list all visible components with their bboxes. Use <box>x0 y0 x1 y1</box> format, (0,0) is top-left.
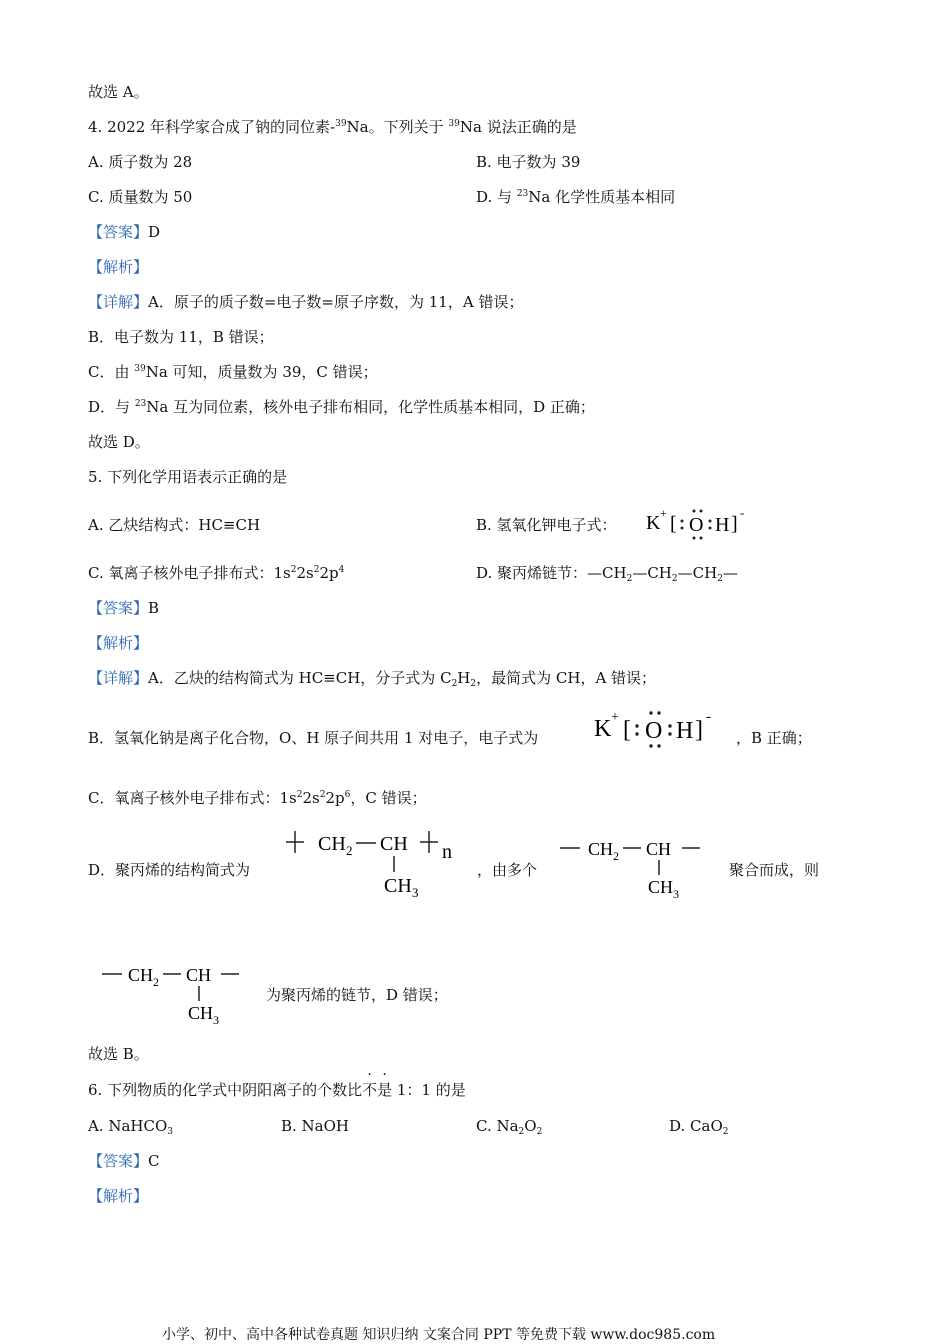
q5-explain-d-mid: ，由多个 <box>477 861 538 879</box>
q5-analysis-tag: 【解析】 <box>88 634 149 652</box>
svg-text:]: ] <box>731 513 738 535</box>
q4-analysis-tag: 【解析】 <box>88 258 149 276</box>
question-6-stem: 6. 下列物质的化学式中阴阳离子的个数比不是 1：1 的是 <box>88 1081 466 1099</box>
q4-explain-c: C．由 $^{39}$Na 可知，质量数为 39，C 错误； <box>88 363 378 381</box>
question-4-stem: 4. 2022 年科学家合成了钠的同位素-$^{39}$Na。下列关于 $^{39}$Na 说法正确的是 <box>88 118 577 136</box>
q4-option-c: C. 质量数为 50 <box>88 188 193 206</box>
q6-option-c: C. $Na_2O_2$ <box>476 1117 543 1137</box>
svg-text:O: O <box>645 718 663 744</box>
svg-text:+: + <box>611 710 619 725</box>
q4-option-a: A. 质子数为 28 <box>88 153 193 171</box>
q5-explain-b-end: ，B 正确； <box>736 729 812 747</box>
q4-answer: 【答案】D <box>88 223 161 241</box>
svg-text:H: H <box>676 718 694 744</box>
detail-tag: 【详解】 <box>88 293 149 311</box>
svg-text:CH: CH <box>648 877 674 897</box>
q4-explain-b: B．电子数为 11，B 错误； <box>88 328 274 346</box>
q5-explain-b: B．氢氧化钠是离子化合物，O、H 原子间共用 1 对电子，电子式为 <box>88 729 539 747</box>
svg-text:3: 3 <box>213 1013 219 1027</box>
svg-text:[: [ <box>623 717 631 743</box>
q6-analysis-tag: 【解析】 <box>88 1187 149 1205</box>
answer-tag: 【答案】 <box>88 223 149 241</box>
svg-text:2: 2 <box>613 849 619 863</box>
emphasis-char: 不 <box>362 1081 378 1099</box>
q5-explain-d-end: 聚合而成，则 <box>729 861 820 879</box>
svg-text:2: 2 <box>346 843 353 858</box>
q5-option-b: B. 氢氧化钾电子式： <box>476 516 617 534</box>
q5-explain-d-lead: D．聚丙烯的结构简式为 <box>88 861 251 879</box>
svg-text:CH: CH <box>646 839 672 859</box>
polypropylene-structure <box>282 824 462 900</box>
q5-conclusion: 故选 B。 <box>88 1045 149 1063</box>
question-5-stem: 5. 下列化学用语表示正确的是 <box>88 468 288 486</box>
svg-text:CH: CH <box>186 965 212 985</box>
q5-option-d: D. 聚丙烯链节：$—CH_2—CH_2—CH_2—$ <box>476 564 738 584</box>
svg-text:CH: CH <box>380 833 408 855</box>
svg-text:+: + <box>660 506 667 520</box>
svg-text:3: 3 <box>412 885 419 900</box>
svg-text:[: [ <box>670 513 677 535</box>
svg-text:CH: CH <box>318 833 346 855</box>
q4-option-b: B. 电子数为 39 <box>476 153 581 171</box>
q6-option-b: B. NaOH <box>281 1117 350 1135</box>
propylene-unit-structure-2 <box>100 958 250 1028</box>
svg-text:-: - <box>740 505 745 520</box>
q4-explain-a: 【详解】A．原子的质子数=电子数=原子序数，为 11，A 错误； <box>88 293 524 311</box>
q5-answer: 【答案】B <box>88 599 160 617</box>
svg-text:O: O <box>689 514 704 536</box>
svg-text:K: K <box>594 716 612 742</box>
svg-text:CH: CH <box>128 965 154 985</box>
svg-text:]: ] <box>695 717 703 743</box>
svg-text:K: K <box>646 512 661 534</box>
q5-option-a: A. 乙炔结构式：HC≡CH <box>88 516 261 534</box>
q4-option-d: D. 与 $^{23}$Na 化学性质基本相同 <box>476 188 676 206</box>
svg-text:3: 3 <box>673 887 679 901</box>
q5-explain-d-tail: 为聚丙烯的链节，D 错误； <box>266 986 448 1004</box>
q5-explain-c: C．氧离子核外电子排布式：$1s^22s^22p^6$，C 错误； <box>88 789 427 807</box>
koh-electron-formula-explain <box>592 704 722 754</box>
propylene-unit-structure <box>558 832 708 902</box>
q5-option-c: C. 氧离子核外电子排布式：$1s^22s^22p^4$ <box>88 564 345 582</box>
svg-text:-: - <box>706 709 711 725</box>
q6-option-d: D. CaO$_2$ <box>669 1117 729 1137</box>
q6-option-a: A. NaHCO$_3$ <box>88 1117 174 1137</box>
svg-text:2: 2 <box>153 975 159 989</box>
q4-explain-d: D．与 $^{23}$Na 互为同位素，核外电子排布相同，化学性质基本相同，D 正确； <box>88 398 595 416</box>
emphasis-char: 是 <box>377 1081 393 1099</box>
koh-electron-formula-option <box>644 503 754 545</box>
svg-text:n: n <box>442 841 452 863</box>
svg-text:H: H <box>715 514 730 536</box>
q4-conclusion: 故选 D。 <box>88 433 150 451</box>
svg-text:CH: CH <box>188 1003 214 1023</box>
q6-answer: 【答案】C <box>88 1152 160 1170</box>
q5-explain-a: 【详解】A．乙炔的结构简式为 HC≡CH，分子式为 $C_2H_2$，最简式为 CH，A 错误； <box>88 669 657 689</box>
page-footer: 小学、初中、高中各种试卷真题 知识归纳 文案合同 PPT 等免费下载 www.doc985.com <box>162 1327 716 1343</box>
svg-text:CH: CH <box>384 875 412 897</box>
svg-text:CH: CH <box>588 839 614 859</box>
conclusion-line: 故选 A。 <box>88 83 149 101</box>
